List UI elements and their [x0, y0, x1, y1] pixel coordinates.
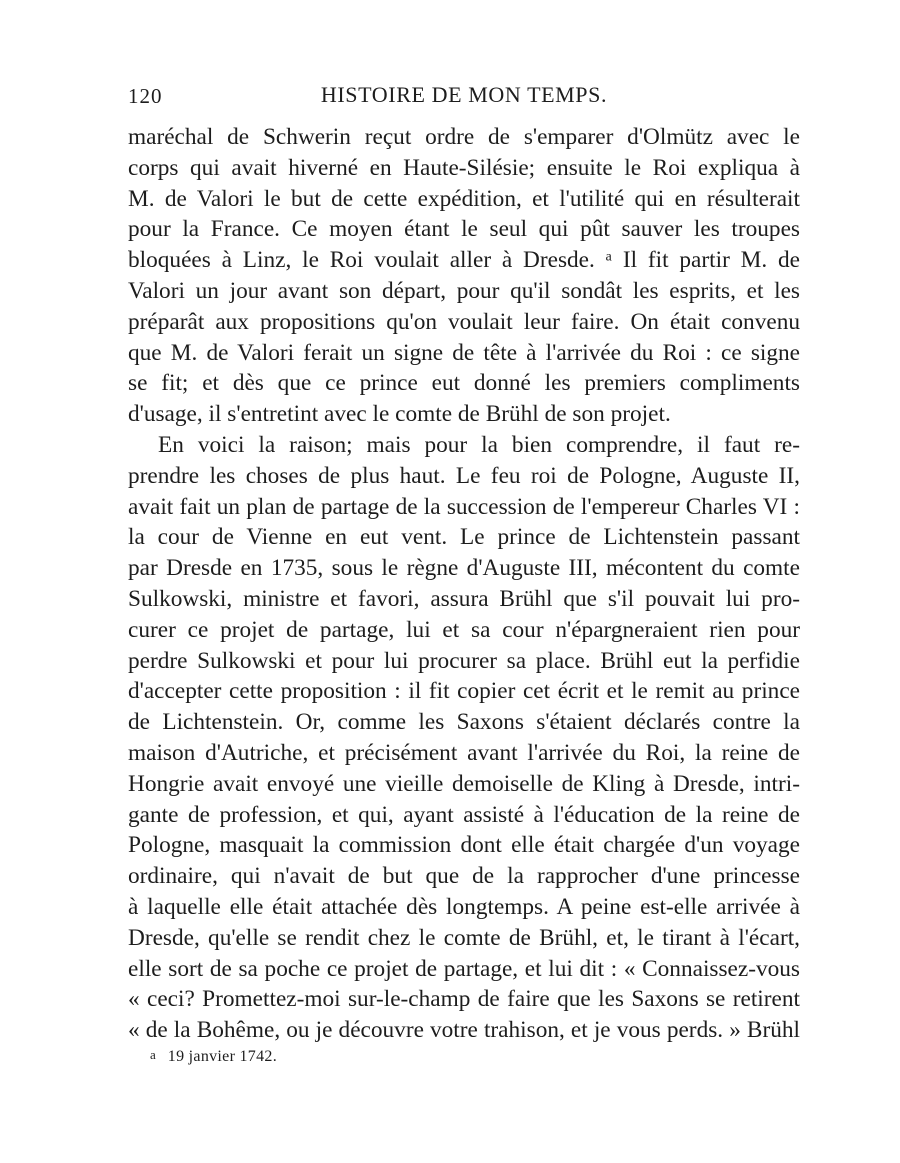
text-line: maison d'Autriche, et précisément avant l'arrivée du Roi, la reine de	[128, 739, 800, 766]
text-line: Sulkowski, ministre et favori, assura Brühl que s'il pouvait lui pro-	[128, 585, 800, 612]
text-line: avait fait un plan de partage de la succession de l'empereur Charles VI :	[128, 493, 800, 520]
text-line: elle sort de sa poche ce projet de partage, et lui dit : « Connaissez-vous	[128, 955, 800, 982]
paragraph-start-line: En voici la raison; mais pour la bien comprendre, il faut re-	[158, 431, 800, 458]
text-line: Hongrie avait envoyé une vieille demoiselle de Kling à Dresde, intri-	[128, 770, 800, 797]
footnote-marker: a	[150, 1047, 156, 1062]
text-line: de Lichtenstein. Or, comme les Saxons s'étaient déclarés contre la	[128, 709, 800, 736]
footnote-text: 19 janvier 1742.	[167, 1048, 278, 1065]
text-line: que M. de Valori ferait un signe de tête à l'arrivée du Roi : ce signe	[128, 339, 800, 366]
text-line: Pologne, masquait la commission dont elle était chargée d'un voyage	[128, 832, 800, 859]
text-line: corps qui avait hiverné en Haute-Silésie; ensuite le Roi expliqua à	[128, 154, 800, 181]
text-line: Dresde, qu'elle se rendit chez le comte de Brühl, et, le tirant à l'écart,	[128, 924, 800, 951]
body-text	[128, 122, 800, 1046]
text-line: gante de profession, et qui, ayant assisté à l'éducation de la reine de	[128, 801, 800, 828]
paragraph-end-line: d'usage, il s'entretint avec le comte de Brühl de son projet.	[128, 401, 671, 428]
text-line: « ceci? Promettez-moi sur-le-champ de faire que les Saxons se retirent	[128, 986, 800, 1013]
text-line: prendre les choses de plus haut. Le feu roi de Pologne, Auguste II,	[128, 462, 800, 489]
running-head	[128, 82, 800, 112]
text-line: se fit; et dès que ce prince eut donné les premiers compliments	[128, 370, 800, 397]
text-line: bloquées à Linz, le Roi voulait aller à Dresde. ᵃ Il fit partir M. de	[128, 247, 800, 274]
text-line: M. de Valori le but de cette expédition, et l'utilité qui en résulterait	[128, 185, 800, 212]
text-line: préparât aux propositions qu'on voulait leur faire. On était convenu	[128, 308, 800, 335]
text-line: Valori un jour avant son départ, pour qu'il sondât les esprits, et les	[128, 277, 800, 304]
footnote	[150, 1044, 277, 1068]
text-line: par Dresde en 1735, sous le règne d'Auguste III, mécontent du comte	[128, 555, 800, 582]
page-number: 120	[128, 84, 163, 108]
text-line: la cour de Vienne en eut vent. Le prince de Lichtenstein passant	[128, 524, 800, 551]
text-line: à laquelle elle était attachée dès longtemps. A peine est-elle arrivée à	[128, 893, 800, 920]
running-title: HISTOIRE DE MON TEMPS.	[320, 82, 608, 107]
text-line: « de la Bohême, ou je découvre votre trahison, et je vous perds. » Brühl	[128, 1017, 800, 1044]
text-line: curer ce projet de partage, lui et sa cour n'épargneraient rien pour	[128, 616, 800, 643]
text-line: pour la France. Ce moyen étant le seul qui pût sauver les troupes	[128, 216, 800, 243]
text-line: maréchal de Schwerin reçut ordre de s'emparer d'Olmütz avec le	[128, 124, 800, 150]
text-line: ordinaire, qui n'avait de but que de la rapprocher d'une princesse	[128, 863, 800, 890]
text-line: perdre Sulkowski et pour lui procurer sa place. Brühl eut la perfidie	[128, 647, 800, 674]
text-line: d'accepter cette proposition : il fit copier cet écrit et le remit au prince	[128, 678, 800, 705]
